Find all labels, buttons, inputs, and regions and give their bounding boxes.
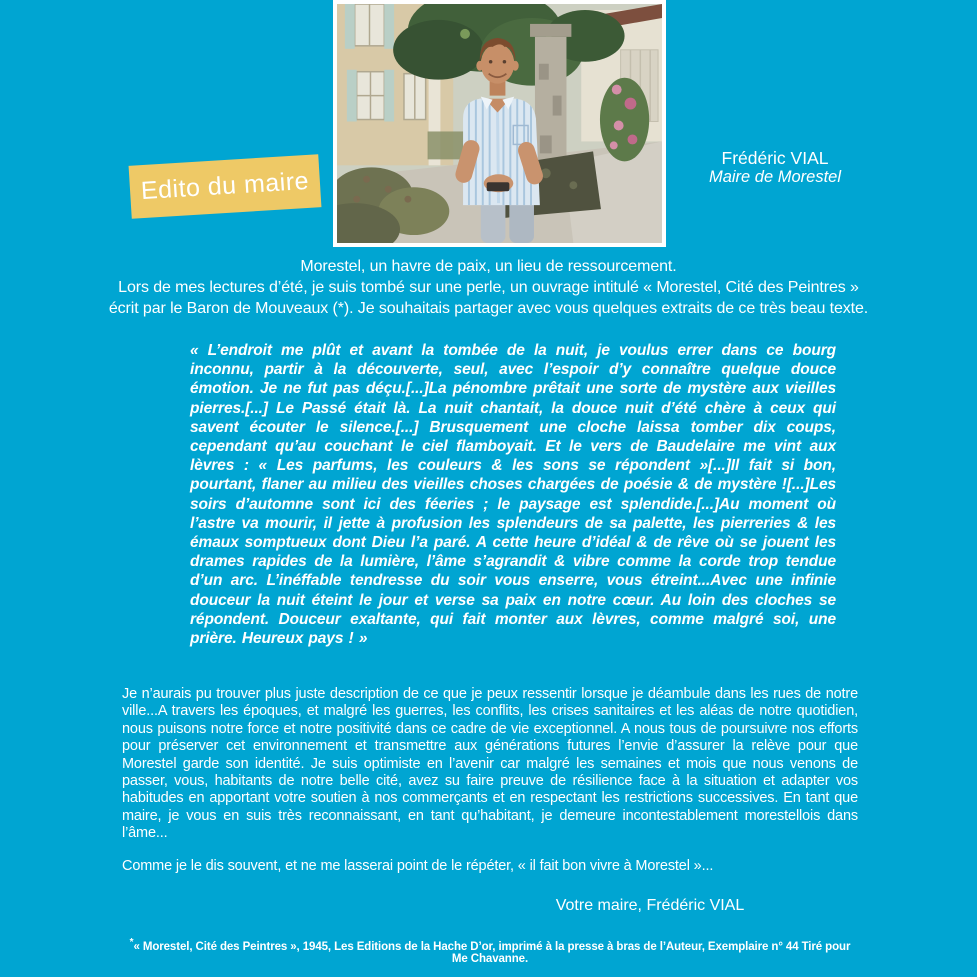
intro-line-3: écrit par le Baron de Mouveaux (*). Je souhaitais partager avec vous quelques extraits de ce très beau texte. xyxy=(108,300,869,317)
mayor-photo-illustration xyxy=(337,4,662,243)
intro-line-1: Morestel, un havre de paix, un lieu de ressourcement. xyxy=(300,258,677,275)
author-title: Maire de Morestel xyxy=(708,168,842,186)
closing-line: Comme je le dis souvent, et ne me lasserai point de le répéter, « il fait bon vivre à Morestel »... xyxy=(122,857,714,874)
mayor-photo xyxy=(333,0,666,247)
footnote-text: « Morestel, Cité des Peintres », 1945, Les Editions de la Hache D’or, imprimé à la presse à bras de l’Auteur, Exemplaire n° 44 Tiré pour Me Chavanne. xyxy=(133,941,851,966)
quote-block: « L’endroit me plût et avant la tombée de la nuit, je voulus errer dans ce bourg inconnu, partir à la découverte, seul, avec l’espoir d’y connaître quelque douce émotion. Je ne fut pas déçu.[...]La pénombre prêtait une sorte de mystère aux vieilles pierres.[...] Le Passé était là. La nuit chantait, la douce nuit d’été chère à ceux qui savent écouter le silence.[...] Brusquement une cloche laissa tomber dix coups, cependant qu’au couchant le ciel flamboyait. Et le vers de Baudelaire me vint aux lèvres : « Les parfums, les couleurs & les sons se répondent »[...]Il fait si bon, pourtant, flaner au milieu des vieilles choses chargées de poésie & de mystère ![...]Les soirs d’automne sont ici des féeries ; le paysage est splendide.[...]Au moment où l’astre va mourir, il jette à profusion les splendeurs de sa palette, les pierreries & les émaux somptueux dont Dieu l’a paré. A cette heure d’idéal & de rêve où se jouent les drames rapides de la lumière, l’âme s’agrandit & vibre comme la corde trop tendue d’un arc. L’inéffable tendresse du soir vous enserre, vous étreint...Avec une infinie douceur la nuit éteint le jour et verse sa paix en notre cœur. Au loin des cloches se répondent. Douceur exaltante, qui fait monter aux lèvres, comme malgré soi, une prière. Heureux pays ! » xyxy=(190,342,836,648)
footnote xyxy=(122,937,858,966)
signature-line: Votre maire, Frédéric VIAL xyxy=(555,897,745,915)
intro-paragraph xyxy=(55,256,922,319)
lower-content xyxy=(122,686,858,965)
author-name: Frédéric VIAL xyxy=(721,148,829,168)
body-paragraph: Je n’aurais pu trouver plus juste description de ce que je peux ressentir lorsque je déambule dans les rues de notre ville...A travers les époques, et malgré les guerres, les conflits, les crises sanitaires et les aléas de notre quotidien, nous puisons notre force et notre positivité dans ce cadre de vie exceptionnel. A nous tous de poursuivre nos efforts pour préserver cet environnement et transmettre aux générations futures l’envie d’assurer la relève pour que Morestel garde son identité. Je suis optimiste en l’avenir car malgré les semaines et mois que nous venons de passer, vous, habitants de notre belle cité, avez su faire preuve de résilience face à la situation et adapter vos habitudes en apportant votre soutien à nos commerçants et en respectant les restrictions successives. En tant que maire, je vous en suis très reconnaissant, en tant qu’habitant, je demeure incontestablement morestellois dans l’âme... xyxy=(122,686,858,842)
banner-label: Edito du maire xyxy=(140,166,310,206)
intro-line-2: Lors de mes lectures d’été, je suis tombé sur une perle, un ouvrage intitulé « Morestel, Cité des Peintres » xyxy=(118,279,859,296)
footnote-asterisk: * xyxy=(129,937,134,949)
author-block xyxy=(655,149,895,187)
edito-banner xyxy=(129,154,322,219)
